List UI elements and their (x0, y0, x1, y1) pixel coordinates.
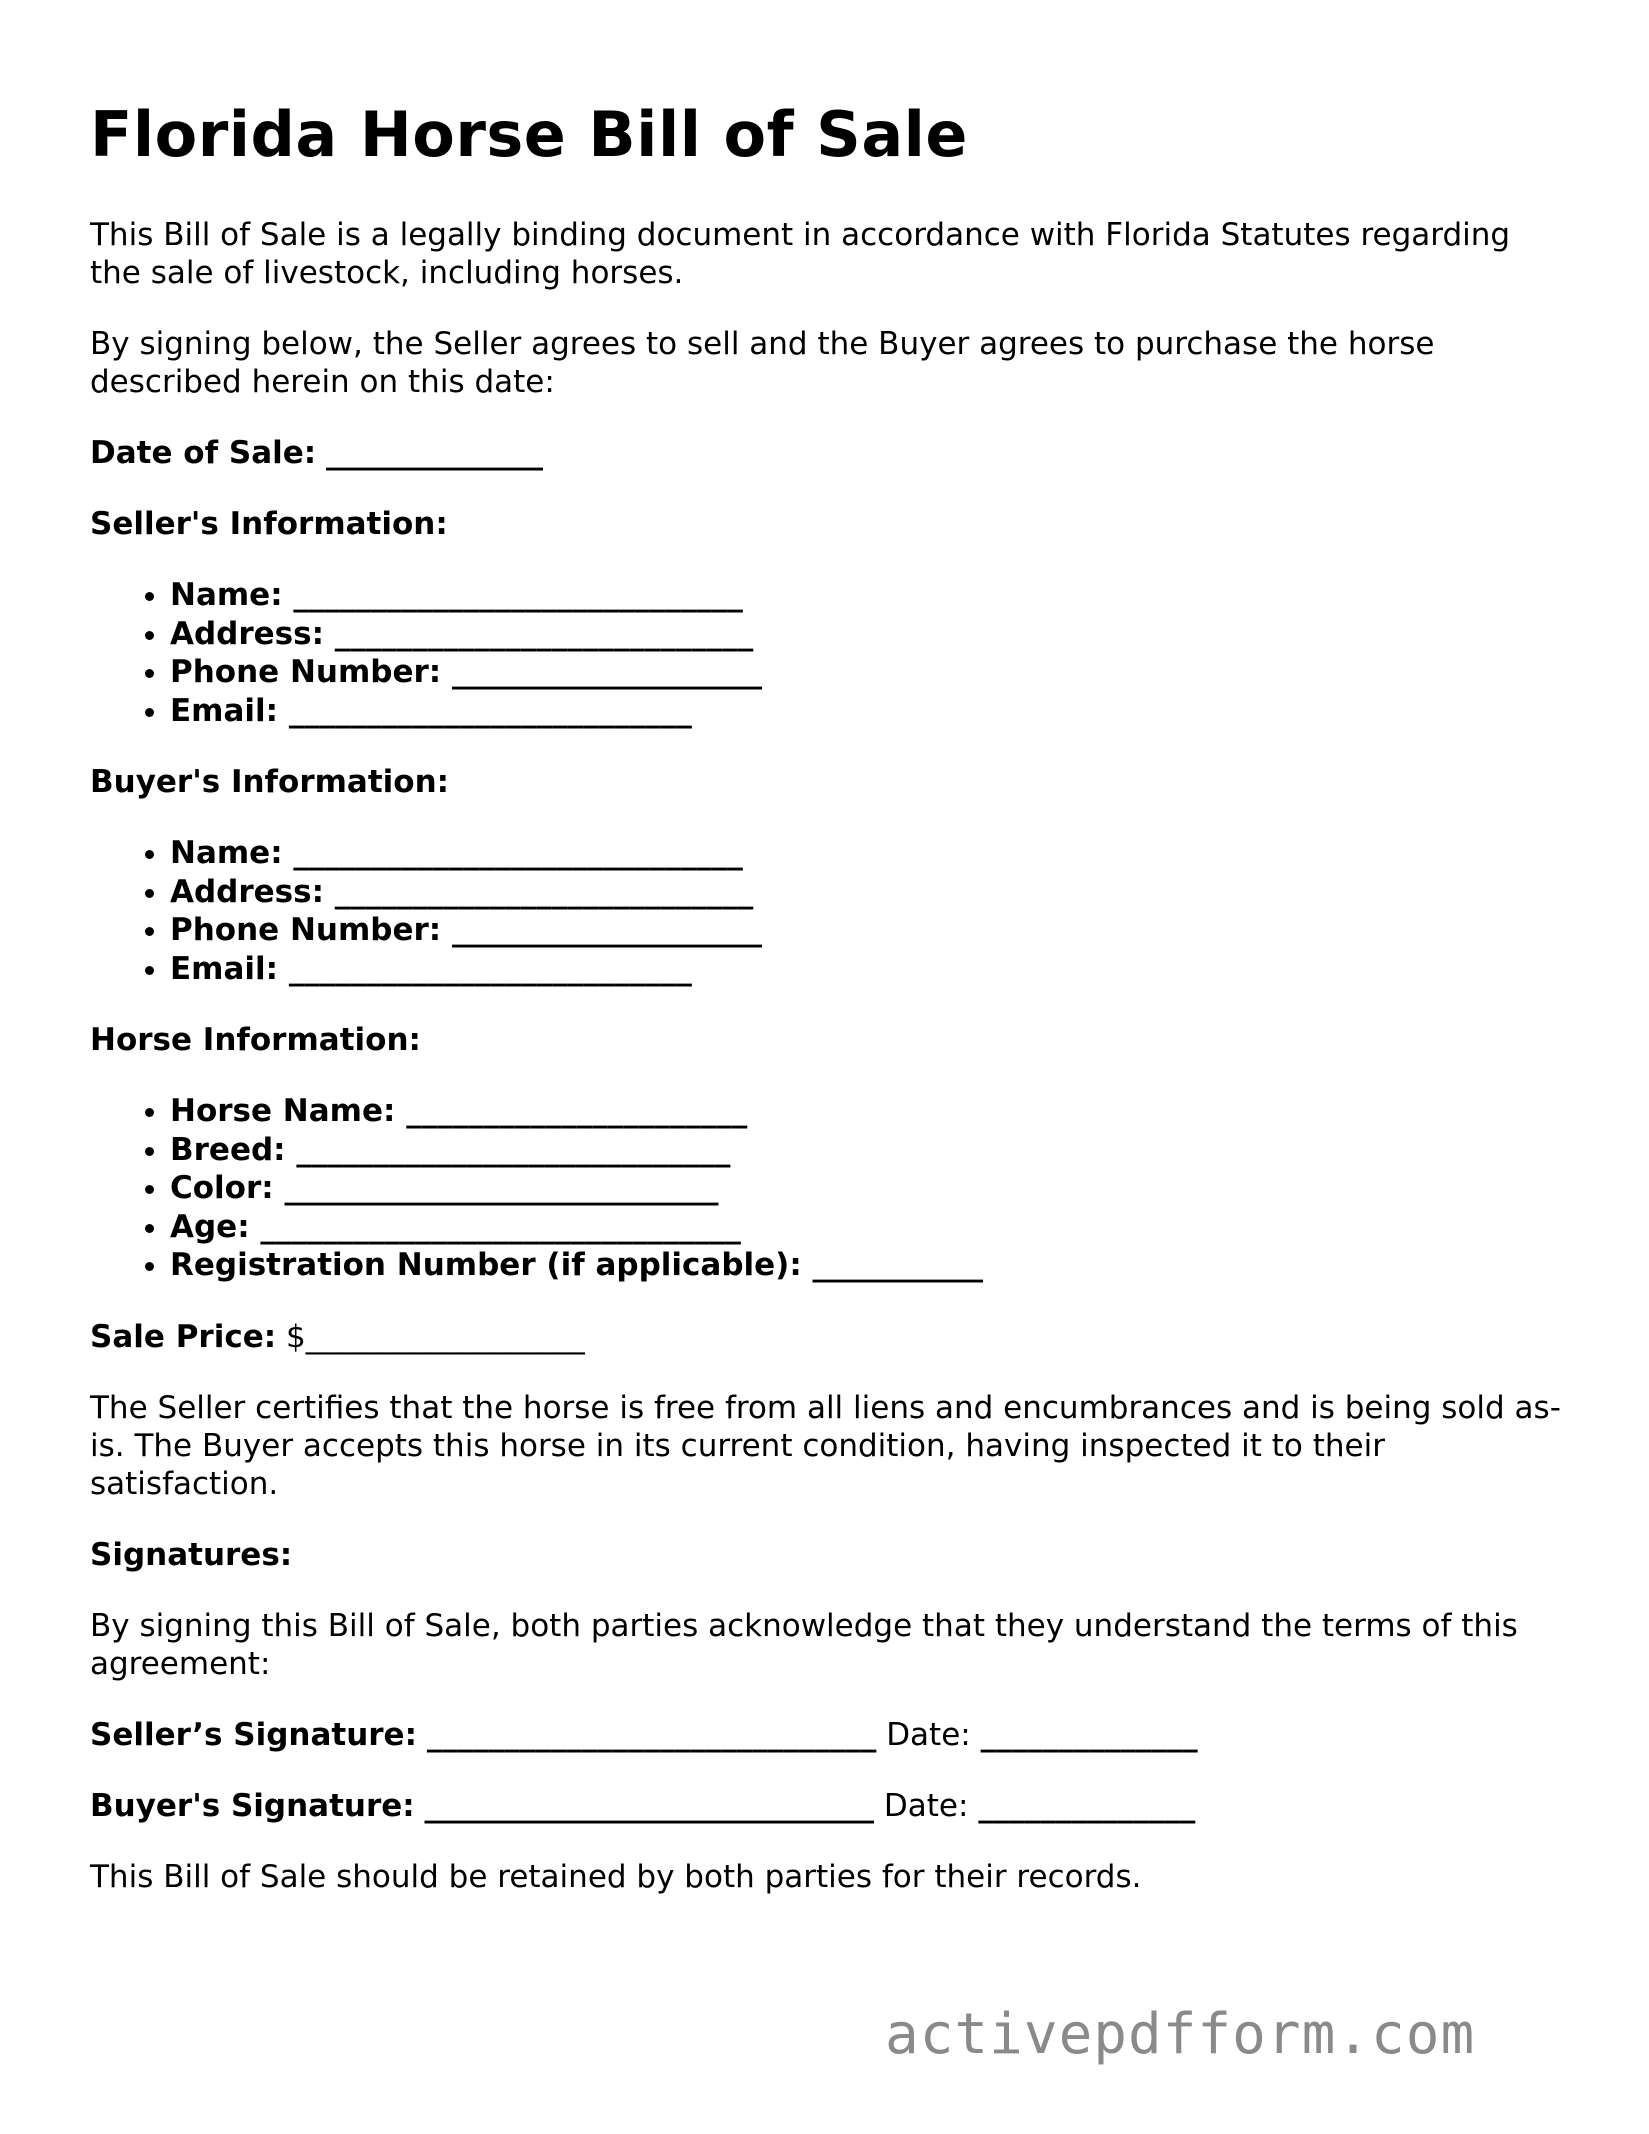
sale-price-blank: $__________________ (285, 1318, 585, 1355)
buyer-signature-line (90, 1787, 1570, 1825)
date-of-sale-field (90, 434, 1570, 472)
list-item (170, 576, 1570, 615)
watermark: activepdfform.com (885, 2002, 1476, 2067)
sale-price-label: Sale Price: (90, 1318, 277, 1355)
list-item (170, 1169, 1570, 1208)
list-item (170, 1208, 1570, 1247)
seller-name-blank: _____________________________ (293, 577, 743, 613)
list-item (170, 653, 1570, 692)
horse-registration-blank: ___________ (812, 1247, 984, 1283)
buyer-signature-label: Buyer's Signature: (90, 1787, 415, 1824)
date-of-sale-label: Date of Sale: (90, 435, 317, 471)
seller-section-heading: Seller's Information: (90, 506, 448, 542)
seller-email-label: Email: (170, 692, 279, 729)
seller-date-blank: ______________ (980, 1716, 1198, 1753)
list-item (170, 950, 1570, 989)
seller-name-label: Name: (170, 577, 283, 613)
horse-color-label: Color: (170, 1170, 274, 1206)
horse-name-blank: ______________________ (406, 1093, 748, 1129)
certification-paragraph: The Seller certifies that the horse is free from all liens and encumbrances and is being sold as-is. The Buyer accepts this horse in its current condition, having inspected it to their satisfaction. (90, 1389, 1561, 1502)
buyer-date-label: Date: (883, 1787, 969, 1824)
seller-date-label: Date: (886, 1716, 971, 1753)
seller-signature-line (90, 1716, 1570, 1754)
buyer-fields-list (90, 834, 1570, 988)
horse-name-label: Horse Name: (170, 1093, 396, 1129)
horse-breed-label: Breed: (170, 1131, 286, 1168)
list-item (170, 615, 1570, 654)
seller-phone-label: Phone Number: (170, 654, 442, 690)
buyer-name-blank: _____________________________ (293, 835, 743, 871)
document-page (90, 98, 1570, 1929)
seller-address-blank: ___________________________ (334, 615, 754, 652)
date-of-sale-blank: ______________ (326, 435, 544, 471)
seller-address-label: Address: (170, 615, 324, 652)
horse-color-blank: ____________________________ (284, 1170, 719, 1206)
buyer-address-label: Address: (170, 873, 324, 910)
horse-section-heading: Horse Information: (90, 1022, 421, 1058)
intro-paragraph-2: By signing below, the Seller agrees to sell and the Buyer agrees to purchase the horse described herein on this date: (90, 326, 1435, 400)
list-item (170, 1131, 1570, 1170)
seller-signature-blank: _____________________________ (426, 1716, 877, 1753)
buyer-email-blank: __________________________ (288, 950, 692, 987)
buyer-address-blank: ___________________________ (334, 873, 754, 910)
retention-note: This Bill of Sale should be retained by both parties for their records. (90, 1858, 1142, 1895)
seller-email-blank: __________________________ (288, 692, 692, 729)
horse-registration-label: Registration Number (if applicable): (170, 1247, 802, 1283)
list-item (170, 834, 1570, 873)
horse-fields-list (90, 1092, 1570, 1285)
buyer-name-label: Name: (170, 835, 283, 871)
signatures-intro: By signing this Bill of Sale, both parties acknowledge that they understand the terms of this agreement: (90, 1607, 1518, 1682)
buyer-phone-label: Phone Number: (170, 912, 442, 948)
buyer-section-heading: Buyer's Information: (90, 764, 450, 800)
horse-age-label: Age: (170, 1208, 250, 1245)
intro-paragraph-1: This Bill of Sale is a legally binding document in accordance with Florida Statutes regarding the sale of livestock, including horses. (90, 217, 1511, 291)
horse-breed-blank: ____________________________ (296, 1131, 731, 1168)
horse-age-blank: _______________________________ (260, 1208, 741, 1245)
seller-phone-blank: ____________________ (452, 654, 762, 690)
sale-price-field (90, 1318, 1570, 1356)
buyer-date-blank: ______________ (978, 1787, 1196, 1824)
buyer-email-label: Email: (170, 950, 279, 987)
buyer-signature-blank: _____________________________ (424, 1787, 875, 1824)
seller-fields-list (90, 576, 1570, 730)
buyer-phone-blank: ____________________ (452, 912, 762, 948)
list-item (170, 692, 1570, 731)
list-item (170, 1092, 1570, 1131)
page-title: Florida Horse Bill of Sale (90, 98, 968, 171)
list-item (170, 873, 1570, 912)
list-item (170, 1246, 1570, 1285)
signatures-heading: Signatures: (90, 1536, 293, 1573)
list-item (170, 911, 1570, 950)
seller-signature-label: Seller’s Signature: (90, 1716, 417, 1753)
